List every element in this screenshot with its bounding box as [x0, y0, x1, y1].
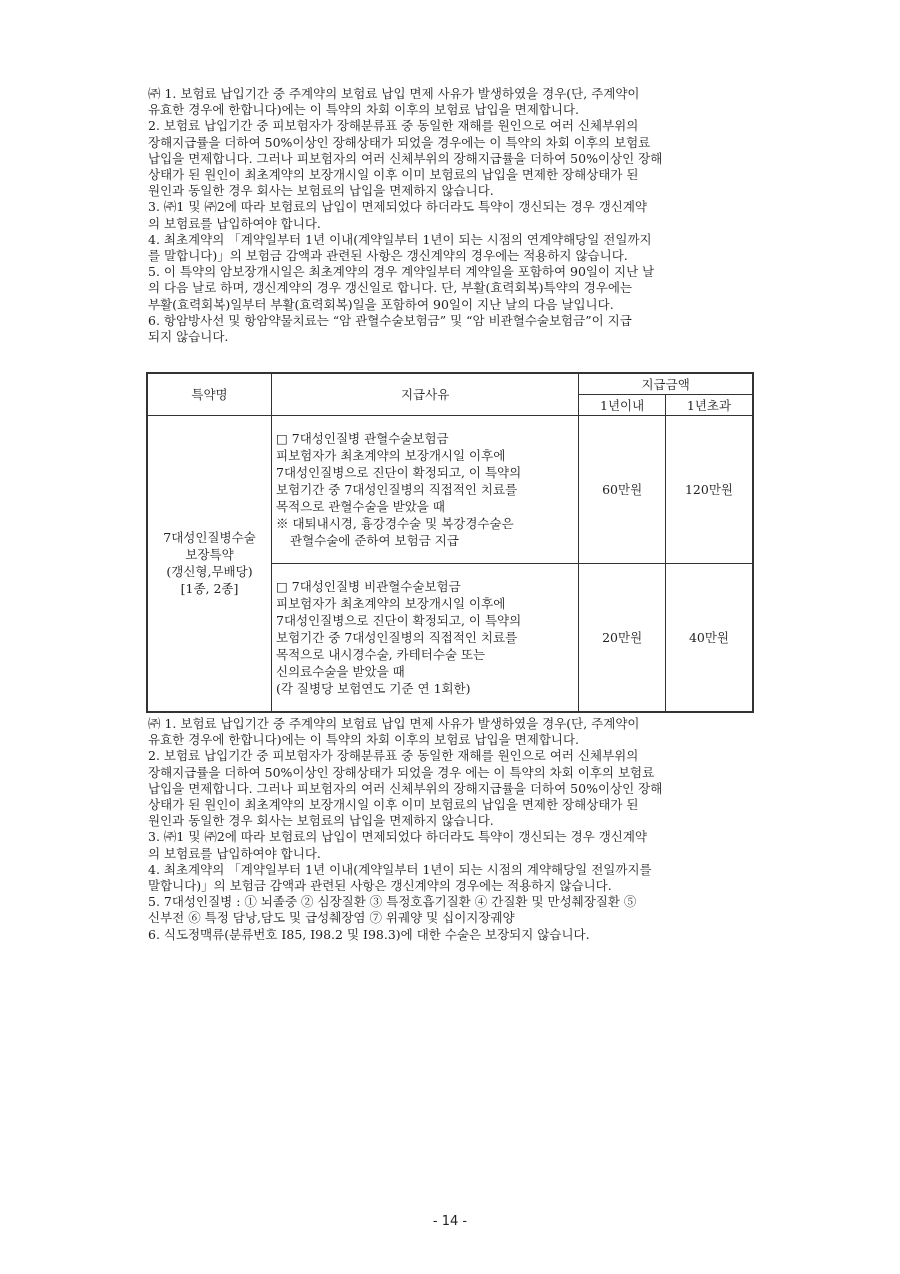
rider-name-line: [1종, 2종]	[180, 581, 239, 597]
header-payment-amount: 지급금액	[579, 373, 753, 395]
note-line: 말합니다)」의 보험금 감액과 관련된 사항은 갱신계약의 경우에는 적용하지 않습니다.	[148, 878, 612, 894]
reason-line: 보험기간 중 7대성인질병의 직접적인 치료를	[276, 482, 518, 497]
note-line: 의 다음 날로 하며, 갱신계약의 경우 갱신일로 합니다. 단, 부활(효력회복)특약의 경우에는	[148, 280, 633, 296]
note-line: 를 말합니다)」의 보험금 감액과 관련된 사항은 갱신계약의 경우에는 적용하지 않습니다.	[148, 248, 628, 264]
reason-line: □ 7대성인질병 비관혈수술보험금	[276, 578, 461, 594]
note-line: ㈜ 1. 보험료 납입기간 중 주계약의 보험료 납입 면제 사유가 발생하였을 경우(단, 주계약이	[148, 86, 640, 101]
reason-line: 7대성인질병으로 진단이 확정되고, 이 특약의	[276, 465, 522, 480]
reason-line: 피보험자가 최초계약의 보장개시일 이후에	[276, 448, 506, 463]
amount-within-1-year: 60만원	[579, 416, 666, 564]
reason-line: 목적으로 관혈수술을 받았을 때	[276, 499, 445, 514]
amount-over-1-year: 120만원	[665, 416, 753, 564]
reason-line: 목적으로 내시경수술, 카테터수술 또는	[276, 646, 486, 662]
note-line: 2. 보험료 납입기간 중 피보험자가 장해분류표 중 동일한 재해를 원인으로 여러 신체부위의	[148, 748, 639, 764]
reason-line: 관혈수술에 준하여 보험금 지급	[290, 533, 459, 548]
reason-line: 피보험자가 최초계약의 보장개시일 이후에	[276, 595, 506, 611]
note-line: 의 보험료를 납입하여야 합니다.	[148, 215, 321, 231]
reason-line: 보험기간 중 7대성인질병의 직접적인 치료를	[276, 629, 518, 645]
reason-line: 7대성인질병으로 진단이 확정되고, 이 특약의	[276, 612, 522, 628]
amount-over-1-year: 40만원	[665, 564, 753, 712]
rider-name-cell	[147, 416, 272, 712]
note-line: 원인과 동일한 경우 회사는 보험료의 납입을 면제하지 않습니다.	[148, 813, 494, 829]
table-row	[147, 416, 753, 564]
reason-line: 신의료수술을 받았을 때	[276, 663, 405, 679]
note-line: 장해지급률을 더하여 50%이상인 장해상태가 되었을 경우 에는 이 특약의 차회 이후의 보험료	[148, 764, 655, 780]
reason-line: ※ 대퇴내시경, 흉강경수술 및 복강경수술은	[276, 516, 514, 531]
amount-within-1-year: 20만원	[579, 564, 666, 712]
rider-name-line: (갱신형,무배당)	[166, 564, 253, 580]
reason-line: □ 7대성인질병 관혈수술보험금	[276, 431, 449, 446]
note-line: 부활(효력회복)일부터 부활(효력회복)일을 포함하여 90일이 지난 날의 다음 날입니다.	[148, 296, 614, 312]
page-number: - 14 -	[432, 1214, 468, 1229]
note-line: 원인과 동일한 경우 회사는 보험료의 납입을 면제하지 않습니다.	[148, 183, 494, 199]
rider-name-line: 7대성인질병수술	[163, 530, 256, 546]
note-line: 상태가 된 원인이 최초계약의 보장개시일 이후 이미 보험료의 납입을 면제한 장해상태가 된	[148, 167, 639, 183]
note-line: 6. 항암방사선 및 항암약물치료는 “암 관혈수술보험금” 및 “암 비관혈수술보험금”이 지급	[148, 312, 632, 328]
header-over-1-year: 1년초과	[665, 395, 753, 416]
payment-reason-cell	[272, 416, 579, 564]
note-line: 5. 7대성인질병 : ① 뇌졸중 ② 심장질환 ③ 특정호흡기질환 ④ 간질환 및 만성췌장질환 ⑤	[148, 894, 637, 910]
header-payment-reason: 지급사유	[272, 373, 579, 416]
note-line: 신부전 ⑥ 특정 담낭,담도 및 급성췌장염 ⑦ 위궤양 및 십이지장궤양	[148, 910, 515, 926]
note-line: 장해지급률을 더하여 50%이상인 장해상태가 되었을 경우에는 이 특약의 차회 이후의 보험료	[148, 134, 651, 150]
reason-line: (각 질병당 보험연도 기준 연 1회한)	[276, 680, 471, 696]
note-line: 4. 최초계약의 「계약일부터 1년 이내(계약일부터 1년이 되는 시점의 연계약해당일 전일까지	[148, 231, 652, 247]
rider-name-line: 보장특약	[185, 547, 234, 563]
note-line: 3. ㈜1 및 ㈜2에 따라 보험료의 납입이 면제되었다 하더라도 특약이 갱신되는 경우 갱신계약	[148, 829, 647, 845]
note-line: 4. 최초계약의 「계약일부터 1년 이내(계약일부터 1년이 되는 시점의 계약해당일 전일까지를	[148, 861, 652, 877]
notes-bottom	[148, 716, 753, 943]
note-line: ㈜ 1. 보험료 납입기간 중 주계약의 보험료 납입 면제 사유가 발생하였을 경우(단, 주계약이	[148, 716, 640, 731]
note-line: 유효한 경우에 한합니다)에는 이 특약의 차회 이후의 보험료 납입을 면제합니다.	[148, 102, 580, 118]
notes-top	[148, 86, 753, 345]
note-line: 납입을 면제합니다. 그러나 피보험자의 여러 신체부위의 장해지급률을 더하여 50%이상인 장해	[148, 780, 663, 796]
header-within-1-year: 1년이내	[579, 395, 666, 416]
header-rider-name: 특약명	[147, 373, 272, 416]
note-line: 되지 않습니다.	[148, 329, 229, 345]
note-line: 유효한 경우에 한합니다)에는 이 특약의 차회 이후의 보험료 납입을 면제합니다.	[148, 732, 580, 748]
note-line: 의 보험료를 납입하여야 합니다.	[148, 845, 321, 861]
payment-reason-cell	[272, 564, 579, 712]
note-line: 5. 이 특약의 암보장개시일은 최초계약의 경우 계약일부터 계약일을 포함하여 90일이 지난 날	[148, 264, 655, 280]
note-line: 납입을 면제합니다. 그러나 피보험자의 여러 신체부위의 장해지급률을 더하여 50%이상인 장해	[148, 150, 663, 166]
note-line: 3. ㈜1 및 ㈜2에 따라 보험료의 납입이 면제되었다 하더라도 특약이 갱신되는 경우 갱신계약	[148, 199, 647, 215]
rider-table	[146, 372, 754, 713]
note-line: 6. 식도정맥류(분류번호 I85, I98.2 및 I98.3)에 대한 수술은 보장되지 않습니다.	[148, 926, 590, 942]
note-line: 상태가 된 원인이 최초계약의 보장개시일 이후 이미 보험료의 납입을 면제한 장해상태가 된	[148, 797, 639, 813]
note-line: 2. 보험료 납입기간 중 피보험자가 장해분류표 중 동일한 재해를 원인으로 여러 신체부위의	[148, 118, 639, 134]
